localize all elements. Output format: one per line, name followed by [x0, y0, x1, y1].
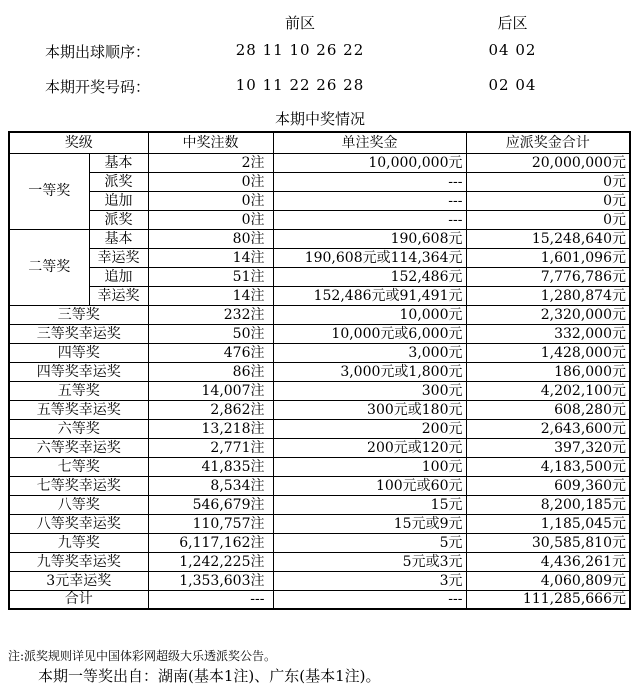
header-bet-count: 中奖注数: [148, 132, 273, 153]
bet-count-cell: 80注: [148, 229, 273, 248]
total-prize-cell: 1,280,874元: [466, 286, 630, 305]
prize-level-cell: 五等奖: [9, 381, 148, 400]
total-prize-cell: 0元: [466, 172, 630, 191]
single-prize-cell: 3,000元或1,800元: [273, 362, 466, 381]
winning-numbers-row: [0, 76, 640, 94]
bet-count-cell: 6,117,162注: [148, 533, 273, 552]
header-prize-level: 奖级: [9, 132, 148, 153]
prize-row: [9, 552, 630, 571]
prize-row: [9, 514, 630, 533]
bet-count-cell: 1,353,603注: [148, 571, 273, 590]
prize-level-cell: 七等奖: [9, 457, 148, 476]
total-prize-cell: 4,060,809元: [466, 571, 630, 590]
ball-order-label: 本期出球顺序：: [45, 43, 151, 61]
prize-row: [9, 267, 630, 286]
bet-count-cell: 2,771注: [148, 438, 273, 457]
prize-row: [9, 400, 630, 419]
prize-row: [9, 229, 630, 248]
prize-row: [9, 305, 630, 324]
bet-count-cell: 51注: [148, 267, 273, 286]
rules-footnote: 注:派奖规则详见中国体彩网超级大乐透派奖公告。: [8, 649, 277, 663]
prize-row: [9, 571, 630, 590]
front-zone-label: 前区: [284, 14, 315, 32]
total-prize-cell: 7,776,786元: [466, 267, 630, 286]
total-prize-cell: 4,183,500元: [466, 457, 630, 476]
prize-subtype-cell: 追加: [89, 191, 148, 210]
total-prize-cell: 186,000元: [466, 362, 630, 381]
prize-level-cell: 七等奖幸运奖: [9, 476, 148, 495]
bet-count-cell: 2注: [148, 153, 273, 172]
bet-count-cell: 546,679注: [148, 495, 273, 514]
total-prize-cell: 397,320元: [466, 438, 630, 457]
bet-count-cell: 1,242,225注: [148, 552, 273, 571]
prize-row: [9, 172, 630, 191]
prize-level-cell: 3元幸运奖: [9, 571, 148, 590]
total-prize-cell: 2,643,600元: [466, 419, 630, 438]
prize-row: [9, 210, 630, 229]
total-prize-cell: 332,000元: [466, 324, 630, 343]
single-prize-cell: 200元或120元: [273, 438, 466, 457]
bet-count-cell: 50注: [148, 324, 273, 343]
winning-numbers-label: 本期开奖号码：: [45, 78, 151, 96]
total-prize-cell: 1,185,045元: [466, 514, 630, 533]
single-prize-cell: 5元或3元: [273, 552, 466, 571]
bet-count-cell: 110,757注: [148, 514, 273, 533]
prize-level-cell: 合计: [9, 590, 148, 609]
prize-row: [9, 438, 630, 457]
bet-count-cell: 476注: [148, 343, 273, 362]
prize-level-cell: 九等奖: [9, 533, 148, 552]
prize-subtype-cell: 追加: [89, 267, 148, 286]
total-prize-cell: 1,428,000元: [466, 343, 630, 362]
single-prize-cell: 100元或60元: [273, 476, 466, 495]
total-prize-cell: 15,248,640元: [466, 229, 630, 248]
single-prize-cell: ---: [273, 191, 466, 210]
prize-level-cell: 五等奖幸运奖: [9, 400, 148, 419]
prize-level-cell: 四等奖幸运奖: [9, 362, 148, 381]
prize-subtype-cell: 基本: [89, 229, 148, 248]
prize-subtype-cell: 幸运奖: [89, 248, 148, 267]
bet-count-cell: 14,007注: [148, 381, 273, 400]
prize-row: [9, 495, 630, 514]
bet-count-cell: 232注: [148, 305, 273, 324]
single-prize-cell: 190,608元或114,364元: [273, 248, 466, 267]
prize-row: [9, 248, 630, 267]
prize-row: [9, 324, 630, 343]
prize-subtype-cell: 派奖: [89, 210, 148, 229]
prize-subtype-cell: 派奖: [89, 172, 148, 191]
single-prize-cell: ---: [273, 210, 466, 229]
prize-level-cell: 八等奖: [9, 495, 148, 514]
prize-level-cell: 一等奖: [9, 153, 89, 229]
single-prize-cell: 10,000元或6,000元: [273, 324, 466, 343]
bet-count-cell: 14注: [148, 248, 273, 267]
bet-count-cell: ---: [148, 590, 273, 609]
total-row: [9, 590, 630, 609]
prize-row: [9, 419, 630, 438]
single-prize-cell: 152,486元: [273, 267, 466, 286]
single-prize-cell: ---: [273, 590, 466, 609]
bet-count-cell: 0注: [148, 210, 273, 229]
table-header-row: [9, 132, 630, 153]
prize-level-cell: 三等奖: [9, 305, 148, 324]
prize-table-title: 本期中奖情况: [274, 110, 365, 128]
prize-level-cell: 六等奖幸运奖: [9, 438, 148, 457]
prize-table: [8, 131, 631, 610]
bet-count-cell: 13,218注: [148, 419, 273, 438]
prize-level-cell: 八等奖幸运奖: [9, 514, 148, 533]
single-prize-cell: 300元或180元: [273, 400, 466, 419]
prize-level-cell: 九等奖幸运奖: [9, 552, 148, 571]
header-total-prize: 应派奖金合计: [466, 132, 630, 153]
prize-level-cell: 四等奖: [9, 343, 148, 362]
single-prize-cell: 100元: [273, 457, 466, 476]
header-single-prize: 单注奖金: [273, 132, 466, 153]
total-prize-cell: 609,360元: [466, 476, 630, 495]
ball-order-front-numbers: 28 11 10 26 22: [235, 41, 365, 59]
prize-level-cell: 六等奖: [9, 419, 148, 438]
single-prize-cell: 15元或9元: [273, 514, 466, 533]
ball-order-back-numbers: 04 02: [488, 41, 537, 59]
prize-row: [9, 343, 630, 362]
bet-count-cell: 0注: [148, 191, 273, 210]
single-prize-cell: 190,608元: [273, 229, 466, 248]
bet-count-cell: 2,862注: [148, 400, 273, 419]
ball-order-row: [0, 41, 640, 59]
prize-row: [9, 381, 630, 400]
bet-count-cell: 8,534注: [148, 476, 273, 495]
single-prize-cell: 5元: [273, 533, 466, 552]
bet-count-cell: 86注: [148, 362, 273, 381]
winning-numbers-back: 02 04: [488, 76, 537, 94]
bet-count-cell: 14注: [148, 286, 273, 305]
single-prize-cell: 300元: [273, 381, 466, 400]
back-zone-label: 后区: [497, 14, 528, 32]
prize-row: [9, 457, 630, 476]
total-prize-cell: 20,000,000元: [466, 153, 630, 172]
prize-row: [9, 153, 630, 172]
bet-count-cell: 0注: [148, 172, 273, 191]
total-prize-cell: 8,200,185元: [466, 495, 630, 514]
prize-level-cell: 二等奖: [9, 229, 89, 305]
prize-subtype-cell: 基本: [89, 153, 148, 172]
prize-level-cell: 三等奖幸运奖: [9, 324, 148, 343]
single-prize-cell: 3,000元: [273, 343, 466, 362]
first-prize-origin: 本期一等奖出自：湖南(基本1注)、广东(基本1注)。: [38, 667, 381, 685]
single-prize-cell: 10,000,000元: [273, 153, 466, 172]
single-prize-cell: 152,486元或91,491元: [273, 286, 466, 305]
prize-row: [9, 533, 630, 552]
prize-row: [9, 286, 630, 305]
total-prize-cell: 0元: [466, 210, 630, 229]
winning-numbers-front: 10 11 22 26 28: [235, 76, 365, 94]
total-prize-cell: 4,202,100元: [466, 381, 630, 400]
total-prize-cell: 608,280元: [466, 400, 630, 419]
total-prize-cell: 0元: [466, 191, 630, 210]
total-prize-cell: 2,320,000元: [466, 305, 630, 324]
single-prize-cell: ---: [273, 172, 466, 191]
total-prize-cell: 30,585,810元: [466, 533, 630, 552]
total-prize-cell: 1,601,096元: [466, 248, 630, 267]
prize-row: [9, 191, 630, 210]
bet-count-cell: 41,835注: [148, 457, 273, 476]
prize-subtype-cell: 幸运奖: [89, 286, 148, 305]
single-prize-cell: 200元: [273, 419, 466, 438]
total-prize-cell: 4,436,261元: [466, 552, 630, 571]
single-prize-cell: 3元: [273, 571, 466, 590]
prize-row: [9, 362, 630, 381]
total-prize-cell: 111,285,666元: [466, 590, 630, 609]
single-prize-cell: 10,000元: [273, 305, 466, 324]
prize-row: [9, 476, 630, 495]
single-prize-cell: 15元: [273, 495, 466, 514]
